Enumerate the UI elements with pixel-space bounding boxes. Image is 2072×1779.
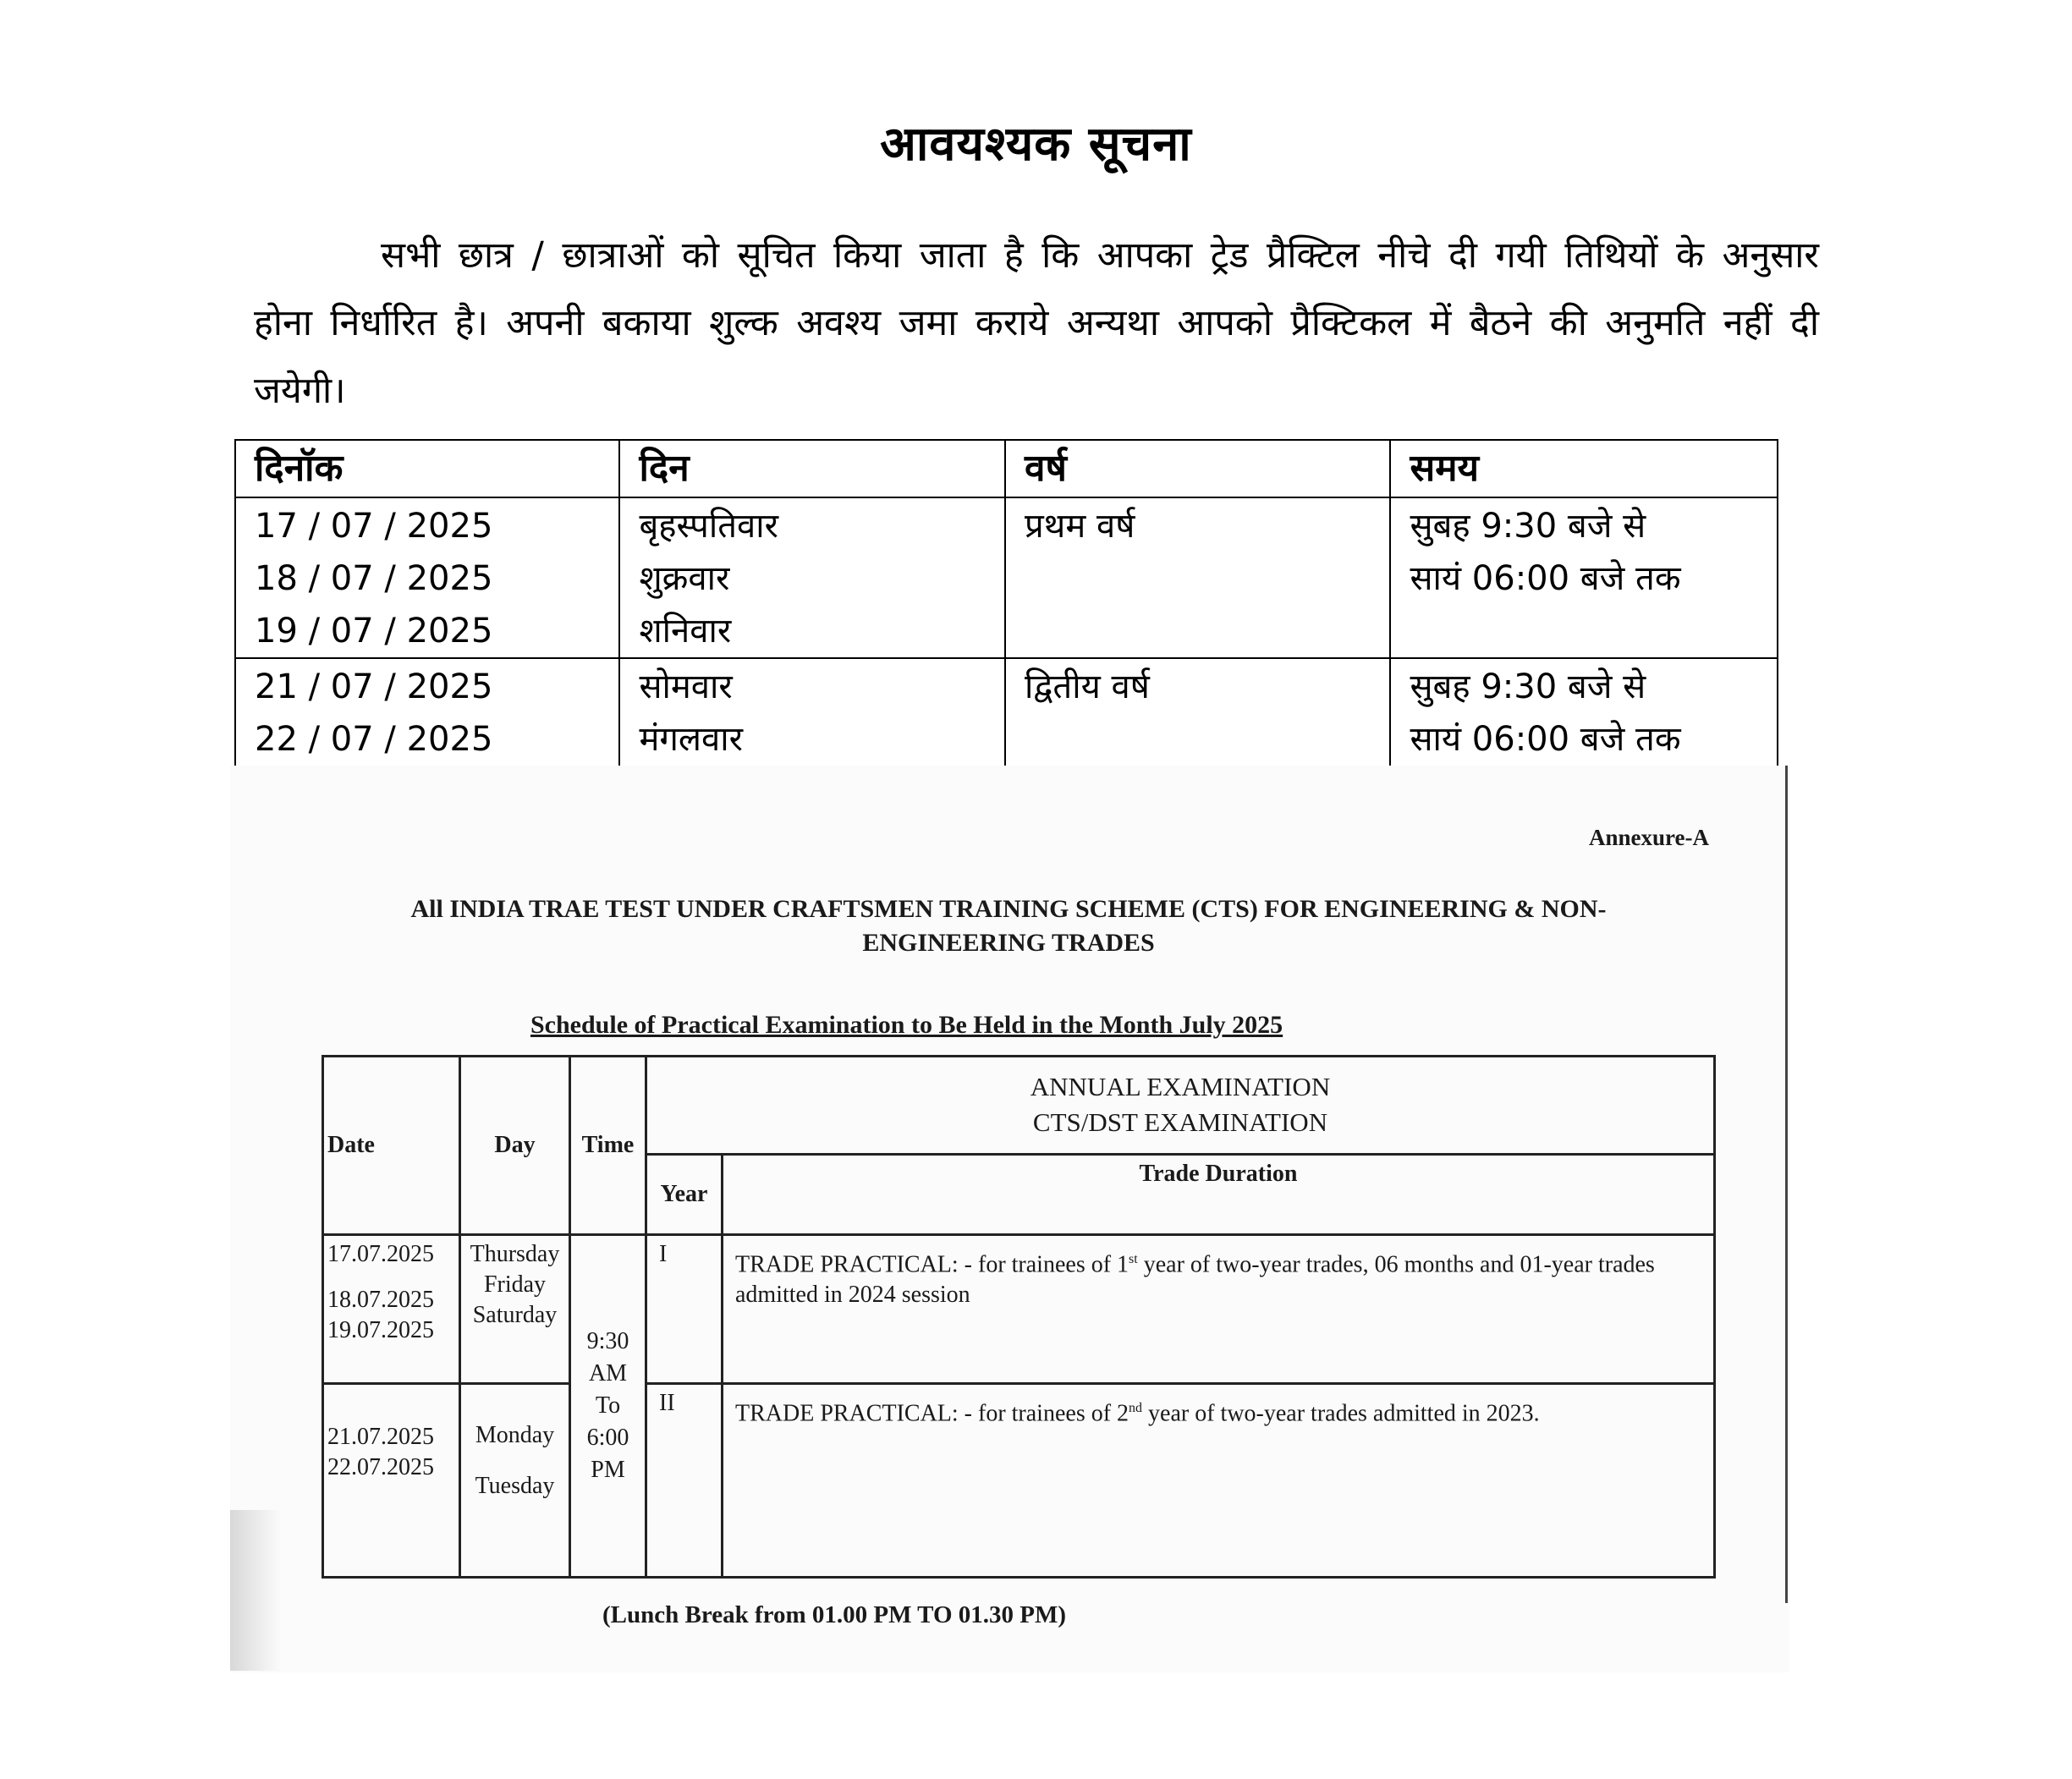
date-value: 22.07.2025 bbox=[327, 1454, 434, 1480]
date-value: 18.07.2025 bbox=[327, 1287, 434, 1313]
time-cell bbox=[1390, 658, 1778, 766]
day-value: बृहस्पतिवार bbox=[639, 507, 778, 546]
time-value: सुबह 9:30 बजे से bbox=[1410, 507, 1646, 546]
table-row bbox=[235, 658, 1778, 766]
time-cell bbox=[570, 1235, 646, 1578]
scanned-annexure bbox=[230, 766, 1789, 1672]
date-value: 21.07.2025 bbox=[327, 1424, 434, 1450]
exam-header-row bbox=[323, 1057, 1715, 1155]
date-value: 18 / 07 / 2025 bbox=[255, 559, 493, 598]
header-time: समय bbox=[1390, 440, 1778, 497]
exam-schedule-table bbox=[322, 1055, 1716, 1579]
col-trade-header: Trade Duration bbox=[723, 1154, 1715, 1234]
hindi-table-header-row bbox=[235, 440, 1778, 497]
date-value: 17 / 07 / 2025 bbox=[255, 507, 493, 546]
year-cell bbox=[1005, 658, 1390, 766]
date-value: 19 / 07 / 2025 bbox=[255, 612, 493, 651]
date-value: 22 / 07 / 2025 bbox=[255, 720, 493, 759]
day-value: मंगलवार bbox=[639, 720, 743, 759]
date-value: 19.07.2025 bbox=[327, 1317, 434, 1343]
col-date-header: Date bbox=[323, 1057, 460, 1235]
trade-text: year of two-year trades, 06 months and 01-year trades admitted in 2024 session bbox=[735, 1251, 1655, 1309]
day-cell bbox=[619, 497, 1005, 658]
day-value: सोमवार bbox=[639, 667, 733, 706]
hindi-schedule-table bbox=[234, 439, 1778, 767]
col-time-header: Time bbox=[570, 1057, 646, 1235]
heading-line-1: All INDIA TRAE TEST UNDER CRAFTSMEN TRAINING SCHEME (CTS) FOR ENGINEERING & NON- bbox=[410, 895, 1607, 923]
day-value: शुक्रवार bbox=[639, 559, 730, 598]
notice-paragraph: सभी छात्र / छात्राओं को सूचित किया जाता है कि आपका ट्रेड प्रैक्टिल नीचे दी गयी तिथियों के अनुसार होना निर्धारित है। अपनी बकाया शुल्क अवश्य जमा कराये अन्यथा आपको प्रैक्टिकल में बैठने की अनुमति नहीं दी जयेगी। bbox=[254, 234, 1819, 412]
lunch-note: (Lunch Break from 01.00 PM TO 01.30 PM) bbox=[602, 1601, 1067, 1628]
time-cell bbox=[1390, 497, 1778, 658]
day-value: Saturday bbox=[472, 1302, 558, 1328]
scan-shadow bbox=[230, 1510, 281, 1671]
date-cell bbox=[323, 1235, 460, 1384]
heading-line-2: ENGINEERING TRADES bbox=[862, 929, 1155, 957]
trade-text: TRADE PRACTICAL: - for trainees of 1 bbox=[735, 1251, 1129, 1278]
time-value: 9:30 bbox=[586, 1328, 629, 1354]
annual-exam-header bbox=[646, 1057, 1715, 1155]
date-value: 17.07.2025 bbox=[327, 1241, 434, 1267]
day-cell bbox=[460, 1235, 570, 1384]
day-cell bbox=[619, 658, 1005, 766]
date-cell bbox=[323, 1384, 460, 1578]
col-day-header: Day bbox=[460, 1057, 570, 1235]
day-cell bbox=[460, 1384, 570, 1578]
table-row bbox=[235, 497, 1778, 658]
trade-cell bbox=[723, 1384, 1715, 1578]
trade-text: year of two-year trades admitted in 2023. bbox=[1142, 1400, 1540, 1427]
year-cell: I bbox=[646, 1235, 723, 1384]
header-day: दिन bbox=[619, 440, 1005, 497]
time-value: सायं 06:00 बजे तक bbox=[1410, 559, 1681, 598]
time-value: AM bbox=[588, 1360, 628, 1386]
schedule-title: Schedule of Practical Examination to Be Held in the Month July 2025 bbox=[530, 1011, 1283, 1039]
notice-title: आवयश्यक सूचना bbox=[880, 117, 1192, 172]
time-value: PM bbox=[591, 1457, 625, 1483]
time-value: सायं 06:00 बजे तक bbox=[1410, 720, 1681, 759]
cts-exam-line: CTS/DST EXAMINATION bbox=[1032, 1107, 1328, 1138]
day-value: शनिवार bbox=[639, 612, 732, 651]
day-value: Thursday bbox=[470, 1241, 560, 1267]
year-value: द्वितीय वर्ष bbox=[1025, 667, 1150, 706]
day-value: Tuesday bbox=[475, 1473, 555, 1499]
header-year: वर्ष bbox=[1005, 440, 1390, 497]
header-date: दिनॉक bbox=[235, 440, 619, 497]
scan-border bbox=[1785, 766, 1788, 1603]
time-value: 6:00 bbox=[586, 1425, 629, 1451]
annual-exam-line: ANNUAL EXAMINATION bbox=[1030, 1072, 1331, 1102]
ordinal-suffix: st bbox=[1129, 1252, 1138, 1266]
trade-cell bbox=[723, 1235, 1715, 1384]
year-cell bbox=[1005, 497, 1390, 658]
annexure-label: Annexure-A bbox=[1588, 825, 1709, 850]
table-row bbox=[323, 1235, 1715, 1384]
day-value: Monday bbox=[475, 1422, 555, 1448]
ordinal-suffix: nd bbox=[1129, 1401, 1143, 1415]
annexure-heading bbox=[332, 892, 1685, 960]
day-value: Friday bbox=[483, 1271, 547, 1298]
date-cell bbox=[235, 497, 619, 658]
col-year-header: Year bbox=[646, 1154, 723, 1234]
year-cell: II bbox=[646, 1384, 723, 1578]
trade-text: TRADE PRACTICAL: - for trainees of 2 bbox=[735, 1400, 1129, 1427]
time-value: To bbox=[595, 1392, 621, 1419]
year-value: प्रथम वर्ष bbox=[1025, 507, 1135, 546]
date-value: 21 / 07 / 2025 bbox=[255, 667, 493, 706]
date-cell bbox=[235, 658, 619, 766]
table-row bbox=[323, 1384, 1715, 1578]
time-value: सुबह 9:30 बजे से bbox=[1410, 667, 1646, 706]
